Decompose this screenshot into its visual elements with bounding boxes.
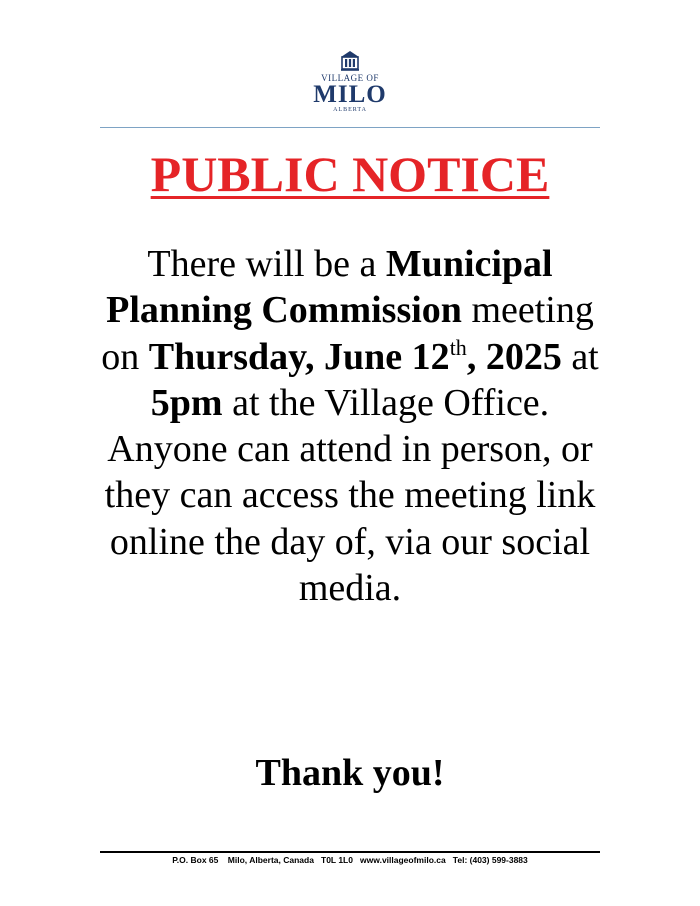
logo-top-text: VILLAGE OF [321, 73, 379, 83]
date-ordinal-suffix: th [449, 334, 467, 360]
building-crest-icon [338, 48, 362, 72]
footer-contact-info: P.O. Box 65 Milo, Alberta, Canada T0L 1L0 www.villageofmilo.ca Tel: (403) 599-3883 [172, 855, 528, 865]
village-logo [300, 48, 400, 118]
meeting-year: , 2025 [466, 335, 562, 378]
thank-you-text: Thank you! [255, 752, 445, 794]
logo-main-text: MILO [313, 81, 387, 108]
notice-title [100, 143, 600, 205]
notice-title-text: PUBLIC NOTICE [150, 146, 550, 202]
notice-text-3: at [561, 335, 599, 378]
notice-text-2: meeting on [101, 289, 594, 378]
footer-divider [100, 851, 600, 853]
meeting-date: Thursday, June 12 [148, 335, 450, 378]
notice-text-4: at the Village Office. Anyone can attend in person, or they can access the meeting link online the day of, via our social media. [104, 381, 596, 610]
commission-name: Municipal Planning Commission [106, 243, 553, 332]
header-divider [100, 127, 600, 128]
meeting-time: 5pm [150, 381, 223, 424]
logo-sub-text: ALBERTA [333, 107, 367, 113]
notice-text-1: There will be a [147, 243, 386, 285]
notice-body [95, 241, 605, 611]
